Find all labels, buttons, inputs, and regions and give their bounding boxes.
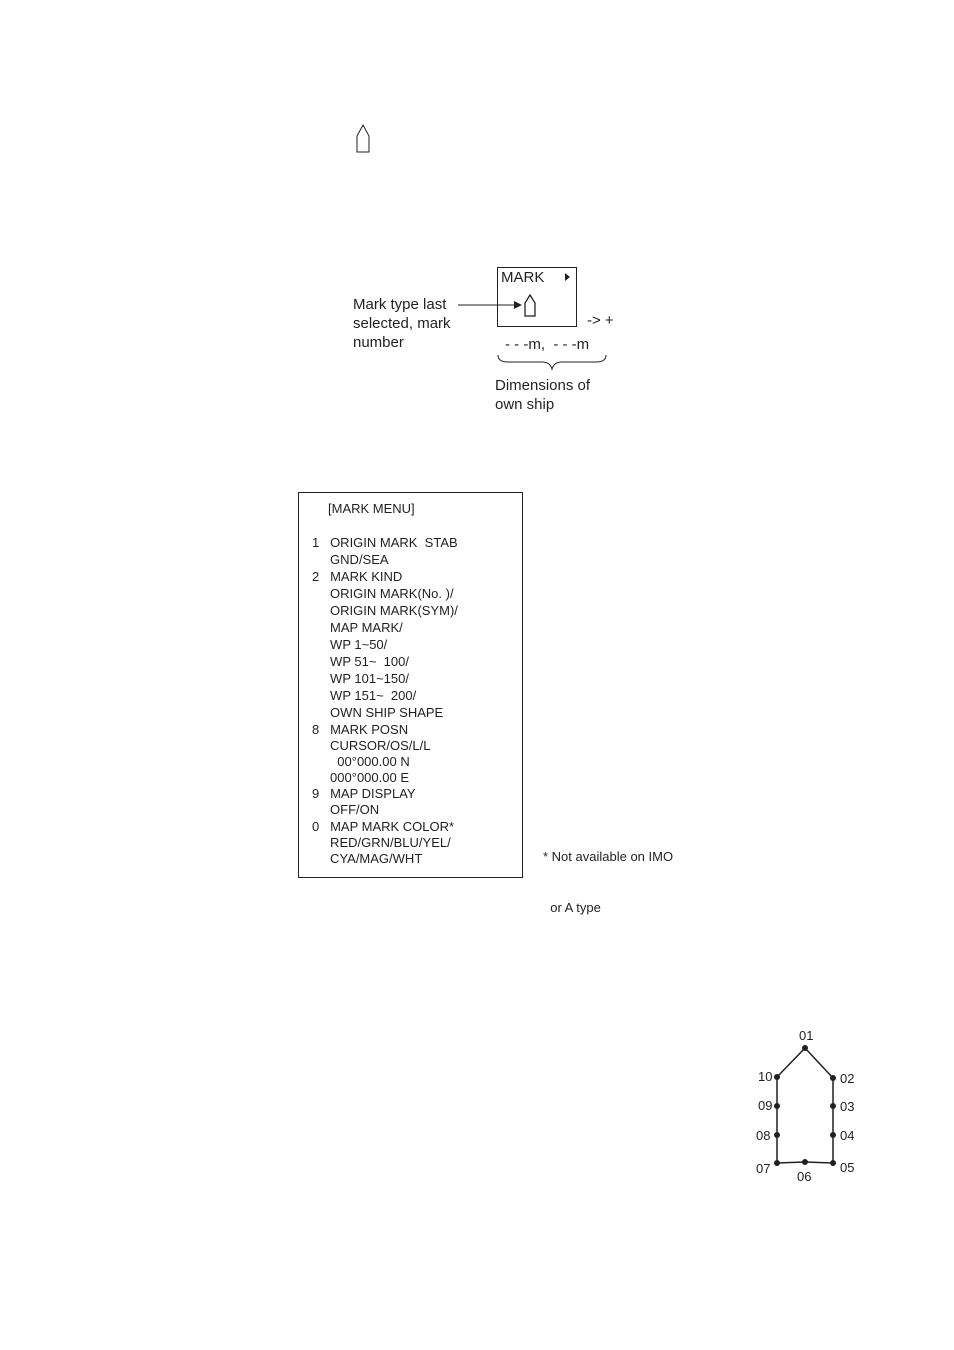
- point-label-02: 02: [840, 1071, 855, 1086]
- shape-point-10: [774, 1074, 780, 1080]
- menu-line: 2 MARK KIND: [312, 569, 403, 584]
- callout-arrow: [458, 298, 528, 312]
- footnote: [543, 814, 673, 933]
- menu-line: 8 MARK POSN: [312, 722, 409, 737]
- menu-line: ORIGIN MARK(SYM)/: [312, 603, 458, 618]
- point-label-05: 05: [840, 1160, 855, 1175]
- callout-line: Dimensions of: [495, 377, 591, 394]
- callout-dimensions: [495, 376, 590, 414]
- menu-line: WP 101~150/: [312, 671, 409, 686]
- menu-line: GND/SEA: [312, 552, 389, 567]
- shape-point-09: [774, 1103, 780, 1109]
- triangle-right-icon: [564, 272, 572, 282]
- dimensions-brace: [496, 353, 608, 375]
- point-label-03: 03: [840, 1099, 855, 1114]
- menu-line: OWN SHIP SHAPE: [312, 705, 444, 720]
- point-label-06: 06: [797, 1169, 812, 1184]
- shape-point-01: [802, 1045, 808, 1051]
- shape-point-03: [830, 1103, 836, 1109]
- menu-line: CYA/MAG/WHT: [312, 851, 423, 866]
- point-label-04: 04: [840, 1128, 855, 1143]
- menu-line: 1 ORIGIN MARK STAB: [312, 535, 458, 550]
- callout-line: number: [353, 334, 404, 351]
- menu-line: WP 151~ 200/: [312, 688, 417, 703]
- footnote-line: or A type: [543, 900, 601, 915]
- footnote-line: * Not available on IMO: [543, 849, 674, 864]
- mark-menu-panel: [298, 492, 523, 878]
- menu-line: ORIGIN MARK(No. )/: [312, 586, 454, 601]
- mark-status-box: [497, 267, 577, 327]
- own-ship-shape-diagram: [770, 1040, 842, 1170]
- point-label-10: 10: [758, 1069, 773, 1084]
- point-label-07: 07: [756, 1161, 771, 1176]
- menu-title: [MARK MENU]: [328, 501, 415, 516]
- shape-point-02: [830, 1075, 836, 1081]
- shape-point-08: [774, 1132, 780, 1138]
- callout-line: selected, mark: [353, 315, 451, 332]
- callout-line: own ship: [495, 396, 555, 413]
- menu-line: MAP MARK/: [312, 620, 403, 635]
- menu-line: 9 MAP DISPLAY: [312, 786, 416, 801]
- dimensions-value: - - -m, - - -m: [505, 336, 590, 353]
- shape-point-04: [830, 1132, 836, 1138]
- menu-line: CURSOR/OS/L/L: [312, 738, 431, 753]
- menu-line: WP 51~ 100/: [312, 654, 409, 669]
- menu-line: RED/GRN/BLU/YEL/: [312, 835, 451, 850]
- point-label-01: 01: [799, 1028, 814, 1043]
- menu-line: 00°000.00 N: [312, 754, 410, 769]
- pointer-label: -> +: [587, 312, 614, 329]
- callout-line: Mark type last: [353, 296, 447, 313]
- point-label-09: 09: [758, 1098, 773, 1113]
- menu-line: OFF/ON: [312, 802, 380, 817]
- menu-line: 000°000.00 E: [312, 770, 409, 785]
- mark-label: MARK: [501, 269, 545, 286]
- shape-point-07: [774, 1160, 780, 1166]
- menu-line: 0 MAP MARK COLOR*: [312, 819, 455, 834]
- callout-mark-type: [353, 295, 451, 352]
- shape-point-05: [830, 1160, 836, 1166]
- menu-line: WP 1~50/: [312, 637, 388, 652]
- shape-point-06: [802, 1159, 808, 1165]
- own-ship-symbol-icon: [355, 124, 371, 154]
- point-label-08: 08: [756, 1128, 771, 1143]
